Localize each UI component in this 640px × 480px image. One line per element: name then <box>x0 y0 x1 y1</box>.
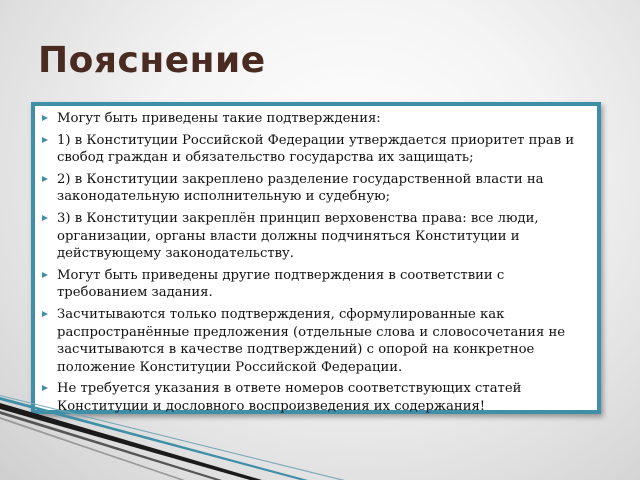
bullet-item <box>41 210 589 263</box>
bullet-item <box>41 132 589 167</box>
bullet-item <box>41 306 589 376</box>
bullet-text: 2) в Конституции закреплено разделение государственной власти на законодательную исполнительную и судебную; <box>57 171 544 205</box>
triangle-bullet-icon <box>42 176 48 182</box>
content-box <box>31 102 601 414</box>
bullet-list <box>41 110 589 416</box>
triangle-bullet-icon <box>42 272 48 278</box>
bullet-text: Не требуется указания в ответе номеров соответствующих статей Конституции и дословного воспроизведения их содержания! <box>57 381 522 414</box>
triangle-bullet-icon <box>42 115 48 121</box>
bullet-item <box>41 267 589 302</box>
bullet-text: Могут быть приведены другие подтверждения в соответствии с требованием задания. <box>57 267 505 301</box>
bullet-text: 3) в Конституции закреплён принцип верховенства права: все люди, организации, органы власти должны подчиняться Конституции и действующему законодательству. <box>57 210 539 262</box>
bullet-text: Могут быть приведены такие подтверждения: <box>57 111 381 126</box>
slide-title: Пояснение <box>38 40 266 81</box>
triangle-bullet-icon <box>42 311 48 317</box>
bullet-item <box>41 110 589 128</box>
triangle-bullet-icon <box>42 215 48 221</box>
bullet-item <box>41 171 589 206</box>
triangle-bullet-icon <box>42 137 48 143</box>
bullet-text: 1) в Конституции Российской Федерации утверждается приоритет прав и свобод граждан и обязательство государства их защищать; <box>57 132 575 166</box>
bullet-text: Засчитываются только подтверждения, сформулированные как распространённые предложения (отдельные слова и словосочетания не засчитываются в качестве подтверждений) с опорой на конкретное положение Конституции Российской Федерации. <box>57 306 566 375</box>
decorative-lines <box>0 395 640 480</box>
triangle-bullet-icon <box>42 385 48 391</box>
